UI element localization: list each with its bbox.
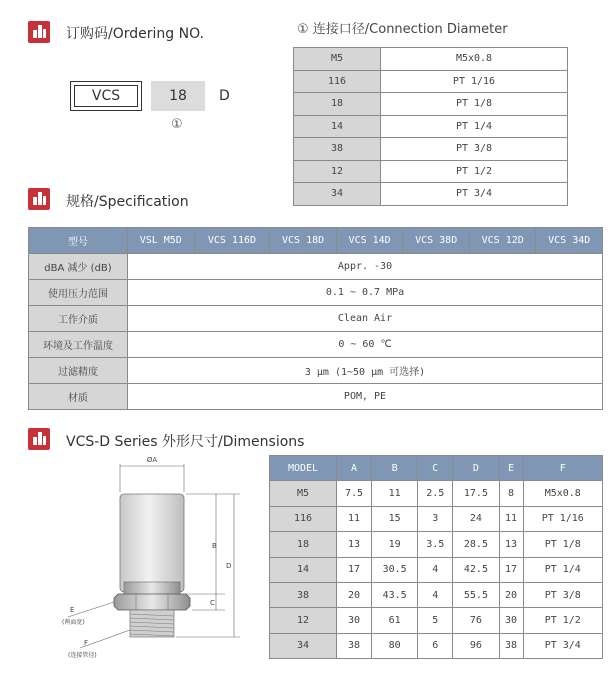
- dim-row: [270, 481, 603, 506]
- spec-row-value: 3 μm (1~50 μm 可选择): [128, 358, 603, 384]
- section-icon-specification: [28, 188, 50, 210]
- dim-value-cell: 24: [453, 506, 499, 531]
- ordering-title: 订购码/Ordering NO.: [66, 26, 204, 42]
- dim-value-cell: 30: [499, 608, 523, 633]
- dim-value-cell: PT 1/16: [523, 506, 602, 531]
- dim-model-cell: 12: [270, 608, 337, 633]
- dim-value-cell: 38: [337, 633, 372, 658]
- dim-model-cell: 116: [270, 506, 337, 531]
- spec-row: [29, 280, 603, 306]
- connection-thread: PT 1/4: [381, 115, 568, 138]
- spec-model-header: VCS 14D: [336, 228, 403, 254]
- connection-code: 12: [294, 160, 381, 183]
- connection-code: 14: [294, 115, 381, 138]
- dim-value-cell: 17.5: [453, 481, 499, 506]
- spec-model-header: VCS 116D: [194, 228, 270, 254]
- dim-value-cell: 17: [499, 557, 523, 582]
- dim-value-cell: 55.5: [453, 582, 499, 607]
- filter-body: [120, 494, 184, 592]
- spec-model-header: VCS 18D: [270, 228, 337, 254]
- dim-label-diam: ØA: [146, 456, 158, 464]
- dim-header: D: [453, 456, 499, 481]
- dim-model-cell: 14: [270, 557, 337, 582]
- spec-row-value: Clean Air: [128, 306, 603, 332]
- spec-row: [29, 332, 603, 358]
- dim-value-cell: PT 1/4: [523, 557, 602, 582]
- dim-row: [270, 633, 603, 658]
- spec-row-value: Appr. -30: [128, 254, 603, 280]
- code-size: 18: [169, 88, 187, 104]
- spec-row: [29, 306, 603, 332]
- dim-model-cell: 34: [270, 633, 337, 658]
- silencer-drawing: [40, 452, 255, 667]
- dim-value-cell: 28.5: [453, 532, 499, 557]
- dim-value-cell: 2.5: [418, 481, 453, 506]
- dim-value-cell: 80: [372, 633, 418, 658]
- dim-model-cell: 38: [270, 582, 337, 607]
- dim-header: C: [418, 456, 453, 481]
- dim-header: E: [499, 456, 523, 481]
- connection-code: 116: [294, 70, 381, 93]
- dim-label-b: B: [212, 542, 217, 550]
- dim-value-cell: 11: [499, 506, 523, 531]
- dimensions-table: [269, 455, 603, 659]
- dim-header: MODEL: [270, 456, 337, 481]
- dim-value-cell: 4: [418, 557, 453, 582]
- dim-header: A: [337, 456, 372, 481]
- dim-value-cell: 20: [499, 582, 523, 607]
- connection-table: [293, 47, 568, 206]
- connection-row: [294, 160, 568, 183]
- dim-value-cell: PT 3/4: [523, 633, 602, 658]
- dim-value-cell: 61: [372, 608, 418, 633]
- specification-table: [28, 227, 603, 410]
- connection-code: 38: [294, 138, 381, 161]
- connection-row: [294, 70, 568, 93]
- connection-thread: PT 3/8: [381, 138, 568, 161]
- dim-label-d: D: [226, 562, 232, 570]
- spec-row: [29, 384, 603, 410]
- connection-code: 18: [294, 93, 381, 116]
- connection-row: [294, 138, 568, 161]
- dim-value-cell: 11: [337, 506, 372, 531]
- spec-model-header: VCS 34D: [536, 228, 603, 254]
- dim-value-cell: 38: [499, 633, 523, 658]
- dim-value-cell: PT 1/8: [523, 532, 602, 557]
- connection-thread: PT 3/4: [381, 183, 568, 206]
- dim-value-cell: PT 1/2: [523, 608, 602, 633]
- code-size-box: [151, 81, 205, 111]
- spec-row-label: dBA 减少 (dB): [29, 254, 128, 280]
- dim-row: [270, 532, 603, 557]
- dim-value-cell: 30.5: [372, 557, 418, 582]
- dim-value-cell: 8: [499, 481, 523, 506]
- code-prefix-box: [70, 81, 142, 111]
- connection-row: [294, 48, 568, 71]
- spec-row-label: 工作介质: [29, 306, 128, 332]
- dim-value-cell: 43.5: [372, 582, 418, 607]
- connection-row: [294, 115, 568, 138]
- section-icon-ordering: [28, 21, 50, 43]
- spec-row-value: 0.1 ~ 0.7 MPa: [128, 280, 603, 306]
- section-icon-dimensions: [28, 428, 50, 450]
- hex-nut: [114, 594, 190, 610]
- spec-row-value: POM, PE: [128, 384, 603, 410]
- connection-thread: PT 1/8: [381, 93, 568, 116]
- spec-row: [29, 254, 603, 280]
- code-marker: ①: [171, 117, 183, 132]
- dim-value-cell: 3.5: [418, 532, 453, 557]
- code-suffix: D: [219, 88, 230, 104]
- dim-label-f: F: [84, 639, 89, 647]
- connection-code: M5: [294, 48, 381, 71]
- dim-value-cell: 7.5: [337, 481, 372, 506]
- spec-header-label: 型号: [29, 228, 128, 254]
- spec-model-header: VCS 12D: [469, 228, 536, 254]
- dim-value-cell: 20: [337, 582, 372, 607]
- dim-value-cell: 19: [372, 532, 418, 557]
- dim-value-cell: 4: [418, 582, 453, 607]
- spec-row-label: 材质: [29, 384, 128, 410]
- spec-row-label: 过滤精度: [29, 358, 128, 384]
- connection-title: ① 连接口径/Connection Diameter: [297, 22, 508, 37]
- dim-value-cell: 5: [418, 608, 453, 633]
- dim-row: [270, 582, 603, 607]
- dim-header: F: [523, 456, 602, 481]
- dim-value-cell: 11: [372, 481, 418, 506]
- dim-row: [270, 506, 603, 531]
- dim-value-cell: 3: [418, 506, 453, 531]
- dim-value-cell: 96: [453, 633, 499, 658]
- dim-header: B: [372, 456, 418, 481]
- dim-value-cell: 15: [372, 506, 418, 531]
- dim-value-cell: 6: [418, 633, 453, 658]
- connection-thread: M5x0.8: [381, 48, 568, 71]
- dim-label-f-note: (连接管径): [68, 652, 97, 659]
- dim-value-cell: PT 3/8: [523, 582, 602, 607]
- spec-row-label: 使用压力范围: [29, 280, 128, 306]
- connection-row: [294, 183, 568, 206]
- dim-model-cell: 18: [270, 532, 337, 557]
- dim-label-e-note: (两面宽): [62, 619, 85, 626]
- connection-thread: PT 1/2: [381, 160, 568, 183]
- spec-row-label: 环境及工作温度: [29, 332, 128, 358]
- connection-row: [294, 93, 568, 116]
- dim-value-cell: 17: [337, 557, 372, 582]
- dim-value-cell: 42.5: [453, 557, 499, 582]
- dim-label-e: E: [70, 606, 75, 614]
- dim-value-cell: M5x0.8: [523, 481, 602, 506]
- dim-value-cell: 30: [337, 608, 372, 633]
- connection-thread: PT 1/16: [381, 70, 568, 93]
- dimensions-title: VCS-D Series 外形尺寸/Dimensions: [66, 434, 305, 450]
- dim-value-cell: 13: [499, 532, 523, 557]
- connection-code: 34: [294, 183, 381, 206]
- dim-label-c: C: [210, 599, 215, 607]
- dim-value-cell: 76: [453, 608, 499, 633]
- code-prefix: VCS: [91, 88, 121, 104]
- spec-model-header: VSL M5D: [128, 228, 195, 254]
- dim-model-cell: M5: [270, 481, 337, 506]
- specification-title: 规格/Specification: [66, 194, 189, 210]
- spec-model-header: VCS 38D: [403, 228, 470, 254]
- spec-row-value: 0 ~ 60 ℃: [128, 332, 603, 358]
- dim-row: [270, 557, 603, 582]
- spec-row: [29, 358, 603, 384]
- dim-value-cell: 13: [337, 532, 372, 557]
- dim-row: [270, 608, 603, 633]
